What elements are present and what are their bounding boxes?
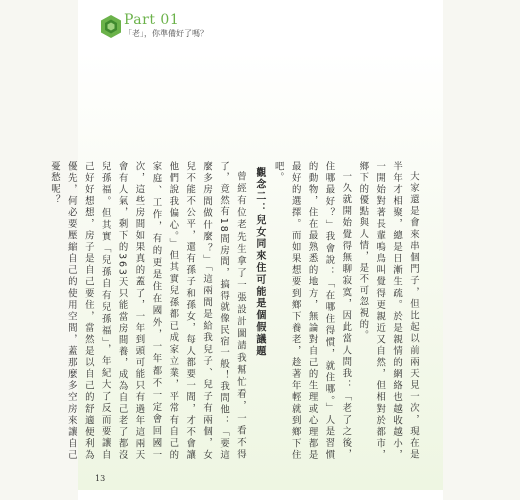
page-number: 13 bbox=[95, 474, 106, 483]
part-label: Part 01 bbox=[124, 12, 180, 28]
paragraph: 大家還是會來串個門子，但比起以前兩天見一次，現在是半年才相聚，總是日漸生疏。於是親情的網絡也越收越小，一開始對著長輩嗚鳥叫覺得更親近又自然，但相對於都市，鄉下的優點與人情，是不可忽視的。 bbox=[357, 161, 419, 461]
section-heading: 觀念二：兒女同來住可能是個假議題 bbox=[253, 167, 265, 358]
paragraph: 曾經有位老先生拿了一張設計圖請我幫忙看，一看不得了，竟然有18間房間，搞得就像民宿一般！我問他：「要這麼多房間做什麼？」「這兩間是給我兒子、兒子有兩個，女兒不能不公平，還有孫子和孫女，每人都要一間，才不會讓他們說我偏心。」但其實兒孫都已成家立業，平常有自己的家庭、工作，有的更是住在國外，一年都不一定會回國一次，這些房間如果真的蓋了，一年到頭可能只有過年這兩天會有人氣，剩下的363天只能當房間養，成為自己老了都沒兒孫福。但其實「兒孫自有兒孫福」，年紀大了反而要讓自己好好想想，房子是自己要住，當然是以自己的舒適便利為優先，何必要壓縮自己的使用空間，蓋那麼多空房來讓自己憂愁呢？ bbox=[48, 161, 246, 461]
body-text bbox=[48, 161, 421, 461]
chapter-subtitle: 「老」，你準備好了嗎？ bbox=[124, 29, 208, 38]
paragraph: 一久就開始覺得無聊寂寞，因此當人問我：「老了之後，住哪最好？」我會說：「在哪住得慣，就住哪。」人是習慣的動物，住在最熟悉的地方，無論對自己的生理或心理都是最好的選擇。而如果想要到鄉下養老，趁著年輕就到鄉下住吧。 bbox=[272, 161, 352, 461]
hexagon-icon bbox=[100, 14, 122, 39]
